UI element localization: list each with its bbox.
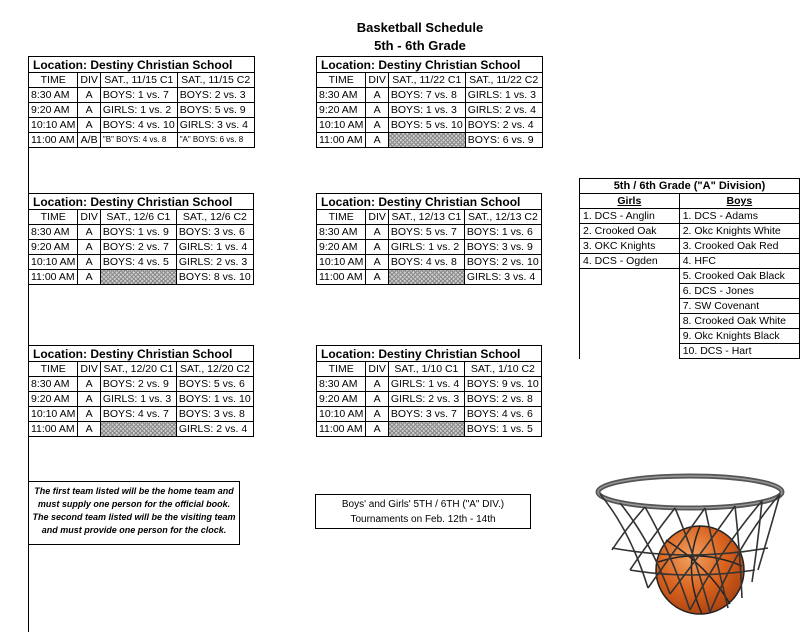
- boys-team: 8. Crooked Oak White: [679, 314, 799, 329]
- tournament-line: Tournaments on Feb. 12th - 14th: [350, 514, 496, 525]
- tournament-line: Boys' and Girls' 5TH / 6TH ("A" DIV.): [341, 499, 505, 510]
- game-division: A: [78, 422, 101, 437]
- court2-header: SAT., 12/13 C2: [464, 210, 541, 225]
- game-row: [317, 407, 542, 422]
- court1-game: BOYS: 4 vs. 8: [388, 255, 464, 270]
- division-title: 5th / 6th Grade ("A" Division): [580, 179, 800, 194]
- empty-cell: [580, 269, 680, 284]
- tournament-box: [315, 494, 531, 529]
- boys-team: 6. DCS - Jones: [679, 284, 799, 299]
- game-time: 9:20 AM: [317, 240, 366, 255]
- game-row: [29, 240, 254, 255]
- court1-game: GIRLS: 1 vs. 3: [100, 392, 176, 407]
- court1-game: BOYS: 3 vs. 7: [388, 407, 464, 422]
- court2-game: "A" BOYS: 6 vs. 8: [177, 133, 254, 148]
- game-time: 9:20 AM: [29, 392, 78, 407]
- empty-cell: [580, 329, 680, 344]
- game-time: 11:00 AM: [317, 270, 366, 285]
- page-title: Basketball Schedule: [356, 20, 484, 35]
- game-row: [29, 377, 254, 392]
- game-division: A: [78, 118, 101, 133]
- court2-game: BOYS: 1 vs. 10: [176, 392, 253, 407]
- court1-game: BOYS: 7 vs. 8: [388, 88, 465, 103]
- game-row: [317, 118, 543, 133]
- empty-cell: [580, 284, 680, 299]
- game-time: 10:10 AM: [29, 255, 78, 270]
- girls-team: 2. Crooked Oak: [580, 224, 680, 239]
- basketball-hoop-icon: [590, 470, 790, 620]
- court2-game: BOYS: 3 vs. 8: [176, 407, 253, 422]
- game-row: [29, 225, 254, 240]
- court1-header: SAT., 12/6 C1: [100, 210, 176, 225]
- game-division: A: [366, 240, 389, 255]
- note-line: and must provide one person for the clock.: [41, 525, 227, 535]
- court1-header: SAT., 11/15 C1: [100, 73, 177, 88]
- game-division: A: [366, 103, 389, 118]
- court1-header: SAT., 1/10 C1: [388, 362, 464, 377]
- game-row: [317, 392, 542, 407]
- time-header: TIME: [317, 362, 366, 377]
- game-time: 9:20 AM: [317, 392, 366, 407]
- game-time: 10:10 AM: [29, 407, 78, 422]
- game-time: 8:30 AM: [317, 88, 366, 103]
- time-header: TIME: [317, 210, 366, 225]
- girls-team: 3. OKC Knights: [580, 239, 680, 254]
- game-row: [317, 422, 542, 437]
- game-row: [317, 377, 542, 392]
- boys-header: Boys: [679, 194, 799, 209]
- court2-header: SAT., 12/20 C2: [176, 362, 253, 377]
- court2-game: BOYS: 6 vs. 9: [465, 133, 542, 148]
- court1-header: SAT., 12/20 C1: [100, 362, 176, 377]
- court2-header: SAT., 11/22 C2: [465, 73, 542, 88]
- location-label: Location: Destiny Christian School: [317, 57, 543, 73]
- game-division: A/B: [78, 133, 101, 148]
- court2-game: GIRLS: 1 vs. 3: [465, 88, 542, 103]
- schedule-table: [28, 345, 254, 437]
- court1-game: GIRLS: 2 vs. 3: [388, 392, 464, 407]
- time-header: TIME: [29, 210, 78, 225]
- game-time: 8:30 AM: [317, 225, 366, 240]
- court1-game: BOYS: 4 vs. 5: [100, 255, 176, 270]
- div-header: DIV: [78, 210, 101, 225]
- girls-team: 1. DCS - Anglin: [580, 209, 680, 224]
- court2-game: BOYS: 8 vs. 10: [176, 270, 253, 285]
- court1-game: GIRLS: 1 vs. 2: [100, 103, 177, 118]
- game-row: [29, 270, 254, 285]
- court2-game: BOYS: 5 vs. 6: [176, 377, 253, 392]
- court2-game: BOYS: 3 vs. 6: [176, 225, 253, 240]
- location-label: Location: Destiny Christian School: [29, 57, 255, 73]
- court1-game: [388, 133, 465, 148]
- game-division: A: [366, 407, 389, 422]
- div-header: DIV: [366, 362, 389, 377]
- court1-game: BOYS: 2 vs. 9: [100, 377, 176, 392]
- game-division: A: [366, 270, 389, 285]
- schedule-table: [316, 56, 543, 148]
- court2-game: GIRLS: 2 vs. 3: [176, 255, 253, 270]
- court1-header: SAT., 11/22 C1: [388, 73, 465, 88]
- court2-game: GIRLS: 3 vs. 4: [464, 270, 541, 285]
- game-division: A: [78, 255, 101, 270]
- location-label: Location: Destiny Christian School: [29, 346, 254, 362]
- home-visitor-note: [28, 481, 240, 545]
- court1-game: [100, 422, 176, 437]
- game-row: [29, 407, 254, 422]
- game-row: [29, 103, 255, 118]
- court1-game: BOYS: 2 vs. 7: [100, 240, 176, 255]
- empty-cell: [580, 314, 680, 329]
- game-time: 11:00 AM: [29, 422, 78, 437]
- court2-game: GIRLS: 2 vs. 4: [176, 422, 253, 437]
- court1-game: BOYS: 4 vs. 10: [100, 118, 177, 133]
- court1-game: GIRLS: 1 vs. 2: [388, 240, 464, 255]
- boys-team: 3. Crooked Oak Red: [679, 239, 799, 254]
- game-division: A: [78, 407, 101, 422]
- court2-game: GIRLS: 3 vs. 4: [177, 118, 254, 133]
- boys-team: 5. Crooked Oak Black: [679, 269, 799, 284]
- game-division: A: [366, 118, 389, 133]
- court2-game: BOYS: 2 vs. 10: [464, 255, 541, 270]
- game-division: A: [366, 422, 389, 437]
- div-header: DIV: [366, 73, 389, 88]
- game-row: [29, 392, 254, 407]
- game-division: A: [366, 255, 389, 270]
- court1-game: BOYS: 1 vs. 7: [100, 88, 177, 103]
- division-table: [579, 178, 800, 359]
- girls-header: Girls: [580, 194, 680, 209]
- game-time: 8:30 AM: [29, 225, 78, 240]
- court2-game: BOYS: 2 vs. 4: [465, 118, 542, 133]
- game-row: [29, 133, 255, 148]
- court1-game: BOYS: 5 vs. 7: [388, 225, 464, 240]
- court1-game: [388, 270, 464, 285]
- game-division: A: [78, 240, 101, 255]
- court1-game: BOYS: 1 vs. 3: [388, 103, 465, 118]
- schedule-table: [316, 345, 542, 437]
- court2-game: GIRLS: 1 vs. 4: [176, 240, 253, 255]
- game-row: [29, 422, 254, 437]
- court1-game: [388, 422, 464, 437]
- game-row: [317, 240, 542, 255]
- game-row: [317, 133, 543, 148]
- location-label: Location: Destiny Christian School: [317, 194, 542, 210]
- time-header: TIME: [29, 362, 78, 377]
- court1-game: BOYS: 1 vs. 9: [100, 225, 176, 240]
- game-division: A: [78, 270, 101, 285]
- div-header: DIV: [366, 210, 389, 225]
- boys-team: 4. HFC: [679, 254, 799, 269]
- schedule-table: [316, 193, 542, 285]
- boys-team: 9. Okc Knights Black: [679, 329, 799, 344]
- location-label: Location: Destiny Christian School: [317, 346, 542, 362]
- game-time: 10:10 AM: [29, 118, 78, 133]
- game-time: 10:10 AM: [317, 118, 366, 133]
- game-row: [317, 103, 543, 118]
- game-time: 10:10 AM: [317, 255, 366, 270]
- time-header: TIME: [317, 73, 366, 88]
- court1-game: BOYS: 5 vs. 10: [388, 118, 465, 133]
- game-time: 11:00 AM: [317, 422, 366, 437]
- court2-game: GIRLS: 2 vs. 4: [465, 103, 542, 118]
- game-row: [317, 270, 542, 285]
- court2-header: SAT., 11/15 C2: [177, 73, 254, 88]
- game-time: 11:00 AM: [29, 270, 78, 285]
- game-time: 9:20 AM: [317, 103, 366, 118]
- court2-header: SAT., 12/6 C2: [176, 210, 253, 225]
- boys-team: 7. SW Covenant: [679, 299, 799, 314]
- game-division: A: [366, 377, 389, 392]
- court2-game: BOYS: 2 vs. 3: [177, 88, 254, 103]
- note-line: The first team listed will be the home team and: [34, 486, 234, 496]
- court1-header: SAT., 12/13 C1: [388, 210, 464, 225]
- game-division: A: [78, 377, 101, 392]
- game-row: [317, 225, 542, 240]
- empty-cell: [580, 299, 680, 314]
- game-division: A: [78, 392, 101, 407]
- girls-team: 4. DCS - Ogden: [580, 254, 680, 269]
- court2-game: BOYS: 3 vs. 9: [464, 240, 541, 255]
- court1-game: BOYS: 4 vs. 7: [100, 407, 176, 422]
- game-division: A: [78, 103, 101, 118]
- game-time: 10:10 AM: [317, 407, 366, 422]
- game-time: 11:00 AM: [29, 133, 78, 148]
- note-line: must supply one person for the official book.: [37, 499, 231, 509]
- time-header: TIME: [29, 73, 78, 88]
- game-row: [29, 118, 255, 133]
- game-row: [29, 88, 255, 103]
- game-row: [29, 255, 254, 270]
- location-label: Location: Destiny Christian School: [29, 194, 254, 210]
- game-time: 8:30 AM: [29, 377, 78, 392]
- game-time: 11:00 AM: [317, 133, 366, 148]
- game-time: 8:30 AM: [29, 88, 78, 103]
- boys-team: 1. DCS - Adams: [679, 209, 799, 224]
- court2-game: BOYS: 5 vs. 9: [177, 103, 254, 118]
- game-time: 9:20 AM: [29, 103, 78, 118]
- court1-game: GIRLS: 1 vs. 4: [388, 377, 464, 392]
- court2-game: BOYS: 9 vs. 10: [464, 377, 541, 392]
- game-division: A: [78, 88, 101, 103]
- court1-game: "B" BOYS: 4 vs. 8: [100, 133, 177, 148]
- game-row: [317, 255, 542, 270]
- game-time: 9:20 AM: [29, 240, 78, 255]
- schedule-table: [28, 193, 254, 285]
- court1-game: [100, 270, 176, 285]
- game-row: [317, 88, 543, 103]
- court2-header: SAT., 1/10 C2: [464, 362, 541, 377]
- div-header: DIV: [78, 73, 101, 88]
- boys-team: 2. Okc Knights White: [679, 224, 799, 239]
- game-division: A: [78, 225, 101, 240]
- boys-team: 10. DCS - Hart: [679, 344, 799, 359]
- empty-cell: [580, 344, 680, 359]
- game-division: A: [366, 225, 389, 240]
- game-time: 8:30 AM: [317, 377, 366, 392]
- game-division: A: [366, 133, 389, 148]
- court2-game: BOYS: 4 vs. 6: [464, 407, 541, 422]
- court2-game: BOYS: 2 vs. 8: [464, 392, 541, 407]
- schedule-table: [28, 56, 255, 148]
- court2-game: BOYS: 1 vs. 5: [464, 422, 541, 437]
- court2-game: BOYS: 1 vs. 6: [464, 225, 541, 240]
- page-subtitle: 5th - 6th Grade: [374, 38, 466, 53]
- div-header: DIV: [78, 362, 101, 377]
- game-division: A: [366, 88, 389, 103]
- note-line: The second team listed will be the visiting team: [32, 512, 236, 522]
- game-division: A: [366, 392, 389, 407]
